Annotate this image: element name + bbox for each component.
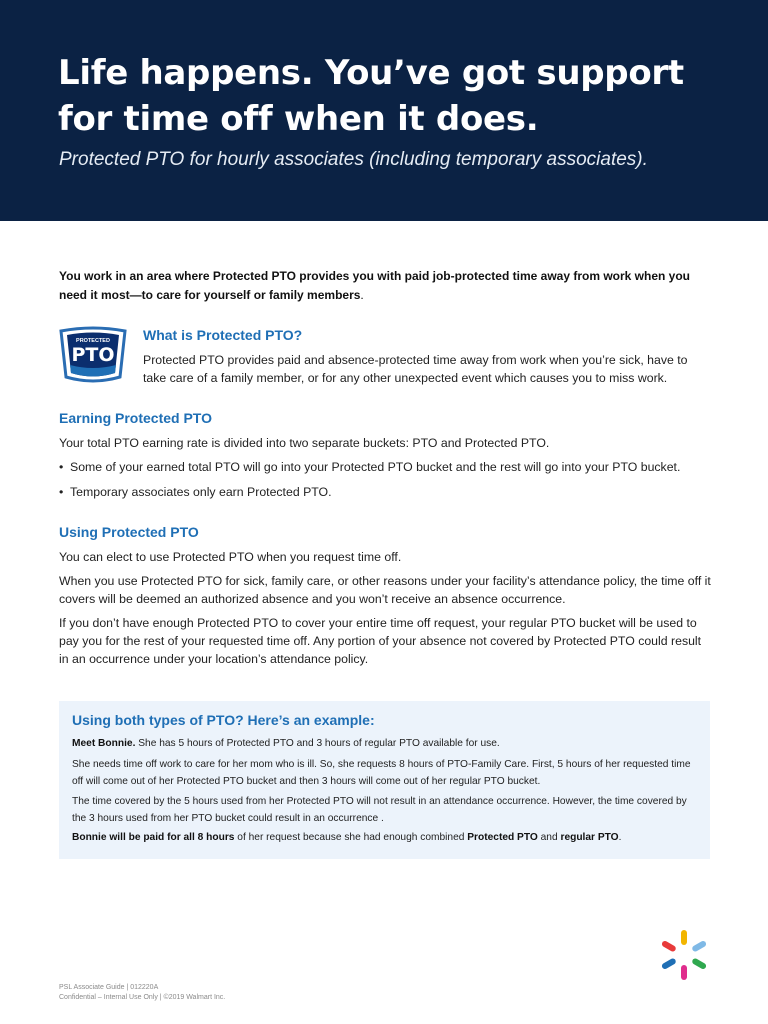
earning-bullet bbox=[59, 458, 680, 476]
spark-ray bbox=[661, 957, 677, 970]
protected-pto-badge-icon bbox=[58, 325, 128, 385]
spark-ray bbox=[661, 940, 677, 953]
example-text: . bbox=[618, 832, 622, 843]
bullet-dot: • bbox=[59, 485, 64, 499]
what-is-heading: What is Protected PTO? bbox=[143, 327, 303, 343]
example-bold: Protected PTO bbox=[467, 832, 538, 843]
example-bold: Meet Bonnie. bbox=[72, 738, 136, 749]
example-paragraph bbox=[72, 829, 700, 846]
bullet-dot: • bbox=[59, 460, 64, 474]
using-paragraph: When you use Protected PTO for sick, family care, or other reasons under your facility’s attendance policy, the time off it covers will be deemed an authorized absence and you won’t receive an absence occurrence. bbox=[59, 574, 711, 606]
earning-heading: Earning Protected PTO bbox=[59, 410, 212, 426]
earning-bullet-text: Some of your earned total PTO will go into your Protected PTO bucket and the rest will go into your PTO bucket. bbox=[70, 460, 681, 474]
footer bbox=[59, 983, 225, 1003]
spark-ray bbox=[681, 930, 687, 945]
intro-paragraph bbox=[59, 267, 719, 305]
spark-ray bbox=[691, 957, 707, 970]
example-paragraph: The time covered by the 5 hours used from her Protected PTO will not result in an attendance occurrence. However, the time covered by the 3 hours used from her PTO bucket could result in an occurrence . bbox=[72, 796, 687, 824]
example-heading: Using both types of PTO? Here’s an example: bbox=[72, 712, 375, 728]
earning-bullet bbox=[59, 483, 332, 501]
example-paragraph: She needs time off work to care for her mom who is ill. So, she requests 8 hours of PTO-Family Care. First, 5 hours of her requested time off will come out of her Protected PTO bucket and then 3 hours will come out of her regular PTO bucket. bbox=[72, 759, 691, 787]
header-banner bbox=[0, 0, 768, 221]
footer-line: Confidential – Internal Use Only | ©2019 Walmart Inc. bbox=[59, 994, 226, 1001]
spark-ray bbox=[691, 940, 707, 953]
example-paragraph bbox=[72, 735, 700, 752]
using-heading: Using Protected PTO bbox=[59, 524, 199, 540]
using-paragraph: You can elect to use Protected PTO when you request time off. bbox=[59, 550, 402, 564]
intro-text: You work in an area where Protected PTO provides you with paid job-protected time away from work when you need it most—to care for yourself or family members bbox=[59, 269, 691, 302]
intro-period: . bbox=[360, 288, 364, 302]
spark-ray bbox=[681, 965, 687, 980]
footer-line: PSL Associate Guide | 012220A bbox=[59, 984, 159, 991]
earning-bullet-text: Temporary associates only earn Protected PTO. bbox=[70, 485, 332, 499]
example-text: and bbox=[537, 832, 561, 843]
spark-logo-icon bbox=[657, 928, 711, 982]
earning-body: Your total PTO earning rate is divided into two separate buckets: PTO and Protected PTO. bbox=[59, 436, 550, 450]
what-is-body: Protected PTO provides paid and absence-protected time away from work when you’re sick, have to take care of a family member, or for any other unexpected event which causes you to miss work. bbox=[143, 353, 688, 385]
example-bold: regular PTO bbox=[560, 832, 619, 843]
example-text: of her request because she had enough combined bbox=[234, 832, 468, 843]
page-subtitle: Protected PTO for hourly associates (including temporary associates). bbox=[59, 149, 648, 170]
example-callout bbox=[59, 701, 710, 859]
using-paragraph: If you don’t have enough Protected PTO to cover your entire time off request, your regular PTO bucket will be used to pay you for the rest of your requested time off. Any portion of your absence not covered by Protected PTO could result in an occurrence under your location’s attendance policy. bbox=[59, 616, 702, 666]
badge-top-label: PROTECTED bbox=[76, 338, 110, 344]
example-bold: Bonnie will be paid for all 8 hours bbox=[72, 832, 235, 843]
badge-main-label: PTO bbox=[71, 344, 115, 366]
example-text: She has 5 hours of Protected PTO and 3 hours of regular PTO available for use. bbox=[135, 738, 500, 749]
page-title: Life happens. You’ve got support for time off when it does. bbox=[58, 53, 684, 139]
